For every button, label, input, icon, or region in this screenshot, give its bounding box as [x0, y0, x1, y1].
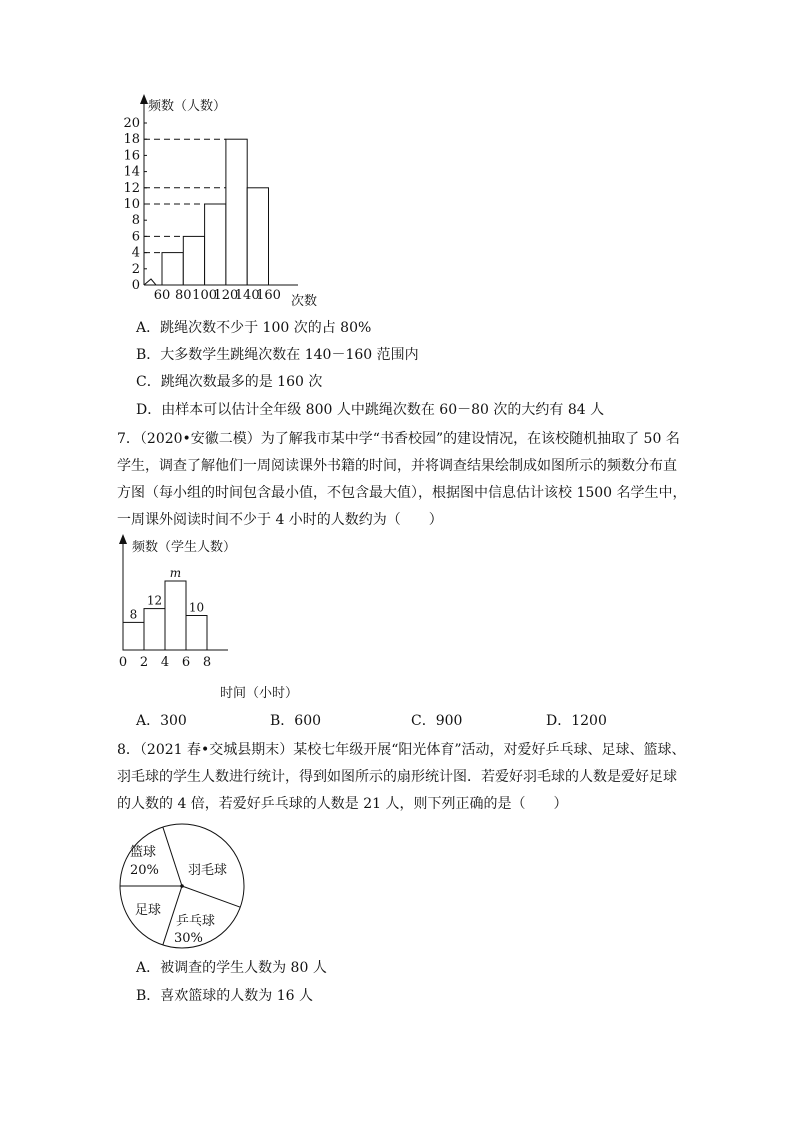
- chart2-value-label-2-4: 12: [146, 593, 163, 608]
- pie-label-乒乓球: 乒乓球: [176, 914, 216, 929]
- chart2-bar-4-6: [165, 581, 186, 650]
- q7-option-a[interactable]: A．300: [136, 713, 187, 729]
- chart1-y-tick-4: 4: [131, 245, 140, 261]
- chart2-bar-2-4: [144, 609, 165, 650]
- q7-option-b[interactable]: B．600: [270, 713, 322, 729]
- chart2-x-ticks: [119, 655, 211, 670]
- chart1-y-label: 频数（人数）: [148, 99, 227, 114]
- q8-option-a[interactable]: A．被调查的学生人数为 80 人: [136, 960, 327, 976]
- chart1-y-tick-14: 14: [123, 164, 140, 180]
- chart2-x-tick-0: 0: [118, 655, 128, 670]
- q7-option-d[interactable]: D．1200: [546, 713, 607, 729]
- chart1-x-tick-120: 120: [213, 288, 239, 303]
- q6-option-c[interactable]: C．跳绳次数最多的是 160 次: [136, 374, 323, 390]
- chart1-y-tick-12: 12: [123, 180, 140, 196]
- chart2-x-tick-4: 4: [160, 655, 170, 670]
- chart2-x-tick-2: 2: [139, 655, 149, 670]
- chart2-bar-0-2: [123, 622, 144, 650]
- chart1-y-tick-16: 16: [123, 148, 140, 164]
- chart1-y-tick-8: 8: [131, 213, 140, 229]
- chart1-x-tick-60: 60: [153, 288, 171, 303]
- pie-boundary-3: [182, 886, 240, 907]
- chart1-y-arrow: [140, 94, 148, 104]
- q7-option-c[interactable]: C．900: [411, 713, 463, 729]
- q6-option-b[interactable]: B．大多数学生跳绳次数在 140－160 范围内: [136, 347, 419, 363]
- pie-center-dot: [180, 884, 184, 888]
- chart1-bars: [162, 139, 269, 285]
- chart1-x-tick-100: 100: [192, 288, 218, 303]
- chart1-x-tick-80: 80: [175, 288, 192, 303]
- pie-percent-篮球: 20%: [130, 863, 159, 878]
- chart1-bar-80-100: [183, 236, 204, 285]
- q6-option-a[interactable]: A．跳绳次数不少于 100 次的占 80%: [136, 320, 372, 336]
- q7-line-3: 方图（每小组的时间包含最小值，不包含最大值），根据图中信息估计该校 1500 名学生中，: [117, 485, 687, 501]
- chart1-x-label: 次数: [291, 294, 318, 309]
- q7-line-2: 学生，调查了解他们一周阅读课外书籍的时间，并将调查结果绘制成如图所示的频数分布直: [117, 458, 677, 474]
- chart2-y-label: 频数（学生人数）: [132, 540, 237, 555]
- chart1-y-tick-6: 6: [131, 229, 140, 245]
- chart1-y-tick-0: 0: [131, 278, 140, 293]
- pie-chart-sports: [114, 818, 254, 958]
- chart2-bar-6-8: [186, 616, 207, 651]
- chart2-y-arrow: [119, 534, 127, 544]
- q8-line-2: 羽毛球的学生人数进行统计，得到如图所示的扇形统计图．若爱好羽毛球的人数是爱好足球: [117, 769, 677, 785]
- chart1-bar-60-80: [162, 253, 183, 285]
- chart2-x-tick-6: 6: [181, 655, 191, 670]
- q7-line-4: 一周课外阅读时间不少于 4 小时的人数约为（ ）: [117, 512, 443, 528]
- histogram-jump-rope: [110, 92, 350, 312]
- q8-line-1: 8．（2021 春•交城县期末）某校七年级开展“阳光体育”活动，对爱好乒乓球、足球、篮球、: [117, 742, 686, 758]
- chart2-value-label-6-8: 10: [188, 600, 205, 615]
- chart1-bar-120-140: [226, 139, 247, 285]
- chart2-x-label: 时间（小时）: [220, 686, 299, 701]
- chart2-value-label-0-2: 8: [129, 607, 138, 622]
- pie-slice-labels: [130, 844, 227, 946]
- chart1-y-tick-2: 2: [131, 261, 140, 277]
- q6-option-d[interactable]: D．由样本可以估计全年级 800 人中跳绳次数在 60－80 次的大约有 84 人: [136, 402, 605, 418]
- chart1-x-tick-140: 140: [234, 288, 260, 303]
- histogram-reading-time: [110, 532, 330, 707]
- pie-label-足球: 足球: [135, 903, 162, 918]
- chart1-axis-break: [144, 279, 162, 285]
- chart2-value-label-4-6: m: [169, 566, 182, 580]
- chart1-bar-140-160: [247, 188, 268, 285]
- pie-boundary-0: [163, 827, 182, 886]
- chart1-x-ticks: [154, 288, 281, 303]
- chart1-bar-100-120: [205, 204, 226, 285]
- pie-percent-乒乓球: 30%: [174, 931, 203, 946]
- pie-label-羽毛球: 羽毛球: [188, 863, 228, 878]
- pie-label-篮球: 篮球: [130, 845, 157, 860]
- chart1-y-tick-18: 18: [123, 132, 140, 148]
- chart2-x-tick-8: 8: [202, 655, 212, 670]
- q8-option-b[interactable]: B．喜欢篮球的人数为 16 人: [136, 988, 314, 1004]
- q8-line-3: 的人数的 4 倍，若爱好乒乓球的人数是 21 人，则下列正确的是（ ）: [117, 796, 568, 812]
- chart1-y-ticks: [123, 116, 147, 293]
- chart1-x-tick-160: 160: [256, 288, 281, 303]
- q7-line-1: 7．（2020•安徽二模）为了解我市某中学“书香校园”的建设情况，在该校随机抽取了 50 名: [117, 431, 680, 447]
- chart1-y-tick-10: 10: [123, 197, 140, 212]
- chart1-y-tick-20: 20: [123, 116, 140, 131]
